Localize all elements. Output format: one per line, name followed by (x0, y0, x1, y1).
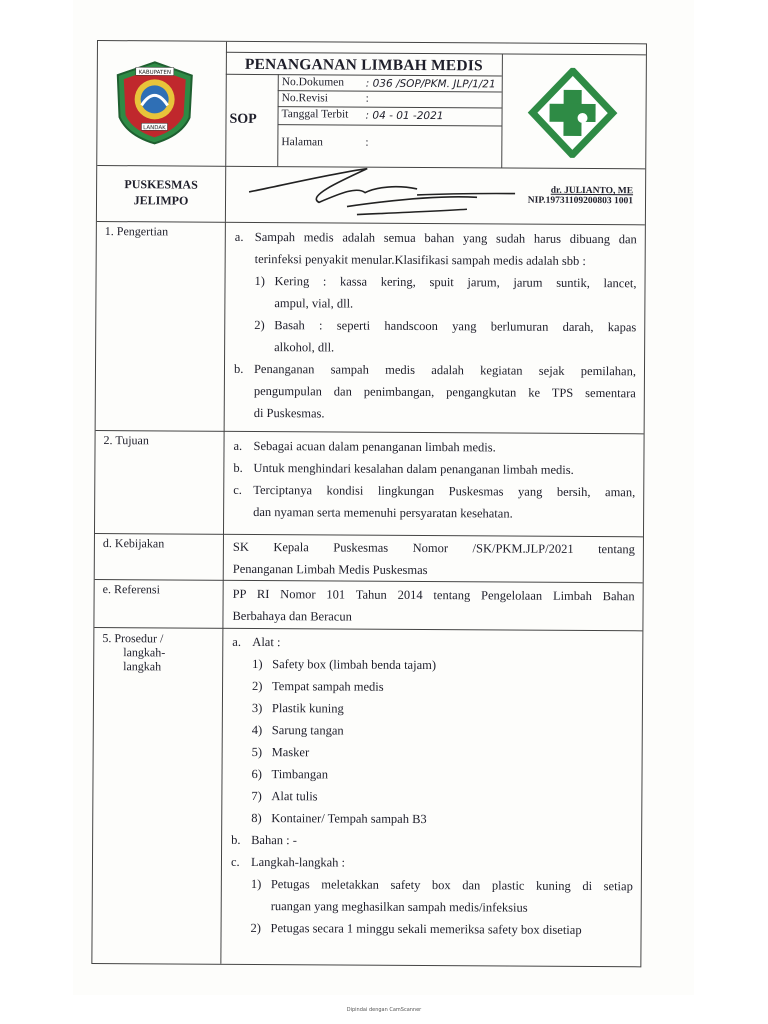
sop-label: SOP (229, 111, 257, 127)
langkah-1-line2: ruangan yang meghasilkan sampah medis/infeksius (270, 899, 528, 915)
handwritten-signature (247, 162, 517, 224)
pengertian-k1-line2: ampul, vial, dll. (274, 296, 354, 311)
tujuan-c-line1: Terciptanya kondisi lingkungan Puskesmas yang bersih, aman, (253, 482, 636, 500)
tujuan-b-text: Untuk menghindari kesalahan dalam penanganan limbah medis. (253, 460, 574, 477)
pengertian-label: 1. Pengertian (104, 224, 169, 239)
emblem-bottom-text: LANDAK (143, 125, 166, 132)
emblem-top-text: KABUPATEN (138, 69, 171, 76)
tanggal-terbit-label: Tanggal Terbit (281, 108, 349, 121)
prosedur-a-text: Alat : (252, 634, 281, 650)
langkah-2-marker: 2) (250, 920, 262, 936)
alat-item-1-text: Safety box (limbah benda tajam) (272, 657, 437, 673)
halaman-label: Halaman (281, 136, 323, 149)
kebijakan-line1: SK Kepala Puskesmas Nomor /SK/PKM.JLP/2021 tentang (232, 539, 635, 557)
pengertian-b-marker: b. (233, 361, 244, 376)
alat-item (231, 807, 633, 831)
tujuan-label: 2. Tujuan (103, 433, 149, 448)
prosedur-content (231, 631, 635, 941)
alat-item (232, 675, 634, 699)
alat-item-5-marker: 5) (251, 744, 263, 760)
kebijakan-line2: Penanganan Limbah Medis Puskesmas (232, 561, 428, 578)
pengertian-k2-line1: Basah : seperti handscoon yang berlumuran darah, kapas (274, 318, 637, 335)
pengertian-b-line2: pengumpulan dan penimbangan, pengangkutan ke TPS sementara (253, 383, 636, 401)
alat-item-4-marker: 4) (251, 722, 263, 738)
kebijakan-content (233, 536, 635, 582)
alat-item (231, 763, 633, 787)
institution-line-2: JELIMPO (133, 193, 189, 208)
referensi-line2: Berbahaya dan Beracun (232, 608, 352, 624)
tujuan-content (233, 435, 636, 525)
puskesmas-logo (527, 68, 618, 159)
document-title: PENANGANAN LIMBAH MEDIS (244, 55, 483, 75)
pengertian-k2-line2: alkohol, dll. (274, 340, 335, 355)
tujuan-a-text: Sebagai acuan dalam penanganan limbah medis. (253, 438, 496, 455)
scanner-watermark: Dipindai dengan CamScanner (346, 1007, 422, 1013)
alat-item (232, 719, 634, 743)
prosedur-b-marker: b. (231, 832, 241, 847)
tanggal-terbit-value: : 04 - 01 -2021 (365, 109, 444, 123)
sop-column-divider (277, 74, 279, 166)
institution-line-1: PUSKESMAS (124, 177, 198, 192)
alat-item-7-text: Alat tulis (271, 789, 318, 804)
referensi-line1: PP RI Nomor 101 Tahun 2014 tentang Pengelolaan Limbah Bahan (232, 586, 635, 604)
prosedur-label-line1: 5. Prosedur / (102, 631, 164, 646)
alat-item-4-text: Sarung tangan (271, 723, 344, 738)
signer-name: dr. JULIANTO, ME (550, 185, 634, 197)
referensi-label: e. Referensi (102, 582, 161, 597)
pengertian-a-line2: terinfeksi penyakit menular.Klasifikasi sampah medis adalah sbb : (254, 251, 586, 268)
pengertian-k2-marker: 2) (254, 317, 265, 333)
institution-column-divider (225, 166, 226, 222)
sop-document (91, 40, 647, 967)
pengertian-a-marker: a. (234, 229, 244, 244)
title-divider (226, 52, 646, 56)
pengertian-content (234, 226, 637, 426)
tujuan-c-line2: dan nyaman serta memenuhi persyaratan kesehatan. (253, 504, 513, 521)
langkah-2-line1: Petugas secara 1 minggu sekali memeriksa safety box disetiap (270, 921, 582, 937)
no-dokumen-value: : 036 /SOP/PKM. JLP/1/21 (365, 77, 496, 91)
pengertian-a-line1: Sampah medis adalah semua bahan yang sudah harus dibuang dan (254, 229, 637, 247)
alat-item (232, 697, 634, 721)
alat-item-8-text: Kontainer/ Tempah sampah B3 (271, 811, 427, 827)
pengertian-k1-line1: Kering : kassa kering, spuit jarum, jarum suntik, lancet, (274, 274, 637, 291)
alat-item-3-marker: 3) (251, 700, 263, 716)
referensi-content (232, 583, 634, 629)
pengertian-b-line1: Penanganan sampah medis adalah kegiatan sejak pemilahan, (253, 361, 637, 379)
halaman-value: : (365, 136, 369, 149)
meta-divider-4 (277, 124, 501, 126)
pengertian-b-line3: di Puskesmas. (253, 405, 325, 421)
prosedur-b-text: Bahan : - (251, 832, 297, 848)
prosedur-label (102, 631, 165, 673)
prosedur-label-line3: langkah (123, 659, 162, 674)
prosedur-c-text: Langkah-langkah : (250, 854, 346, 870)
kebijakan-label: d. Kebijakan (102, 536, 165, 551)
label-column-divider (220, 222, 226, 964)
prosedur-c-marker: c. (230, 854, 240, 869)
prosedur-a-marker: a. (232, 634, 242, 649)
alat-item-6-text: Timbangan (271, 767, 329, 782)
alat-item-3-text: Plastik kuning (271, 701, 344, 716)
signer-nip: NIP.19731109200803 1001 (527, 195, 634, 207)
tujuan-b-marker: b. (233, 460, 243, 475)
signer-block (511, 186, 633, 207)
tujuan-a-marker: a. (233, 438, 243, 453)
no-revisi-label: No.Revisi (281, 92, 329, 105)
prosedur-label-line2: langkah- (123, 645, 166, 660)
alat-item-2-marker: 2) (252, 678, 263, 694)
alat-item-8-marker: 8) (251, 810, 262, 826)
alat-item-1-marker: 1) (252, 656, 263, 672)
alat-item-7-marker: 7) (251, 788, 262, 804)
pengertian-k1-marker: 1) (254, 273, 265, 289)
tujuan-c-marker: c. (233, 482, 242, 497)
row-divider-tujuan (96, 430, 644, 434)
alat-item (232, 653, 634, 677)
no-dokumen-label: No.Dokumen (281, 76, 345, 89)
alat-item (231, 785, 633, 809)
alat-item-2-text: Tempat sampah medis (272, 679, 384, 694)
langkah-1-marker: 1) (250, 876, 262, 892)
alat-item-5-text: Masker (271, 745, 310, 760)
alat-item-6-marker: 6) (251, 766, 262, 782)
alat-item (232, 741, 634, 765)
kabupaten-landak-emblem (111, 59, 198, 146)
langkah-1-line1: Petugas meletakkan safety box dan plastic kuning di setiap (270, 877, 633, 894)
no-revisi-value: : (365, 92, 369, 105)
institution-name (97, 176, 225, 209)
